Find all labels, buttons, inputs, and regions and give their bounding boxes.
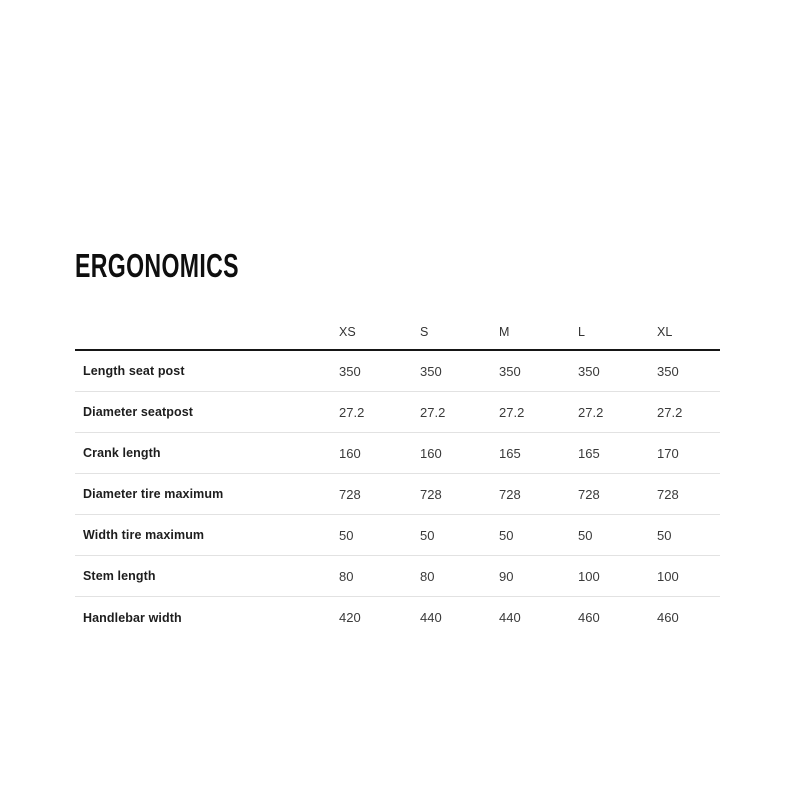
page-title: ERGONOMICS (75, 247, 239, 284)
cell-value-s: 80 (420, 568, 435, 584)
column-header-m: M (499, 324, 510, 339)
cell-value-xs: 728 (339, 486, 361, 502)
cell-value-xs: 27.2 (339, 404, 365, 420)
column-header-s: S (420, 324, 429, 339)
column-header-xl: XL (657, 324, 673, 339)
cell-value-xl: 460 (657, 610, 679, 625)
row-label: Length seat post (83, 364, 185, 378)
row-label: Crank length (83, 446, 161, 460)
column-header-l: L (578, 324, 585, 339)
table-header-row (75, 314, 720, 351)
cell-value-l: 728 (578, 486, 600, 502)
row-label: Stem length (83, 569, 156, 583)
row-label: Diameter seatpost (83, 405, 194, 419)
row-label: Diameter tire maximum (83, 487, 224, 501)
table-row-length-seat-post (75, 351, 720, 392)
table-row-crank-length (75, 433, 720, 474)
cell-value-l: 50 (578, 527, 593, 543)
table-row-stem-length (75, 556, 720, 597)
row-label: Width tire maximum (83, 528, 205, 542)
cell-value-xl: 50 (657, 527, 672, 543)
cell-value-s: 50 (420, 527, 435, 543)
table-row-width-tire-maximum (75, 515, 720, 556)
cell-value-xs: 160 (339, 445, 361, 461)
row-label: Handlebar width (83, 610, 182, 625)
cell-value-s: 160 (420, 445, 442, 461)
cell-value-s: 27.2 (420, 404, 446, 420)
cell-value-xs: 50 (339, 527, 354, 543)
cell-value-l: 165 (578, 445, 600, 461)
ergonomics-spec-table (75, 314, 720, 638)
cell-value-m: 165 (499, 445, 521, 461)
cell-value-l: 350 (578, 363, 600, 379)
cell-value-m: 90 (499, 568, 514, 584)
cell-value-s: 440 (420, 610, 442, 625)
cell-value-l: 100 (578, 568, 600, 584)
cell-value-xl: 350 (657, 363, 679, 379)
cell-value-m: 728 (499, 486, 521, 502)
cell-value-m: 50 (499, 527, 514, 543)
cell-value-m: 27.2 (499, 404, 525, 420)
cell-value-l: 460 (578, 610, 600, 625)
cell-value-l: 27.2 (578, 404, 604, 420)
cell-value-xl: 170 (657, 445, 679, 461)
cell-value-xs: 420 (339, 610, 361, 625)
table-row-handlebar-width (75, 597, 720, 638)
cell-value-xs: 80 (339, 568, 354, 584)
cell-value-xs: 350 (339, 363, 361, 379)
column-header-xs: XS (339, 324, 356, 339)
cell-value-xl: 27.2 (657, 404, 683, 420)
table-row-diameter-seatpost (75, 392, 720, 433)
cell-value-s: 728 (420, 486, 442, 502)
table-row-diameter-tire-maximum (75, 474, 720, 515)
cell-value-xl: 100 (657, 568, 679, 584)
cell-value-m: 350 (499, 363, 521, 379)
cell-value-s: 350 (420, 363, 442, 379)
cell-value-m: 440 (499, 610, 521, 625)
cell-value-xl: 728 (657, 486, 679, 502)
